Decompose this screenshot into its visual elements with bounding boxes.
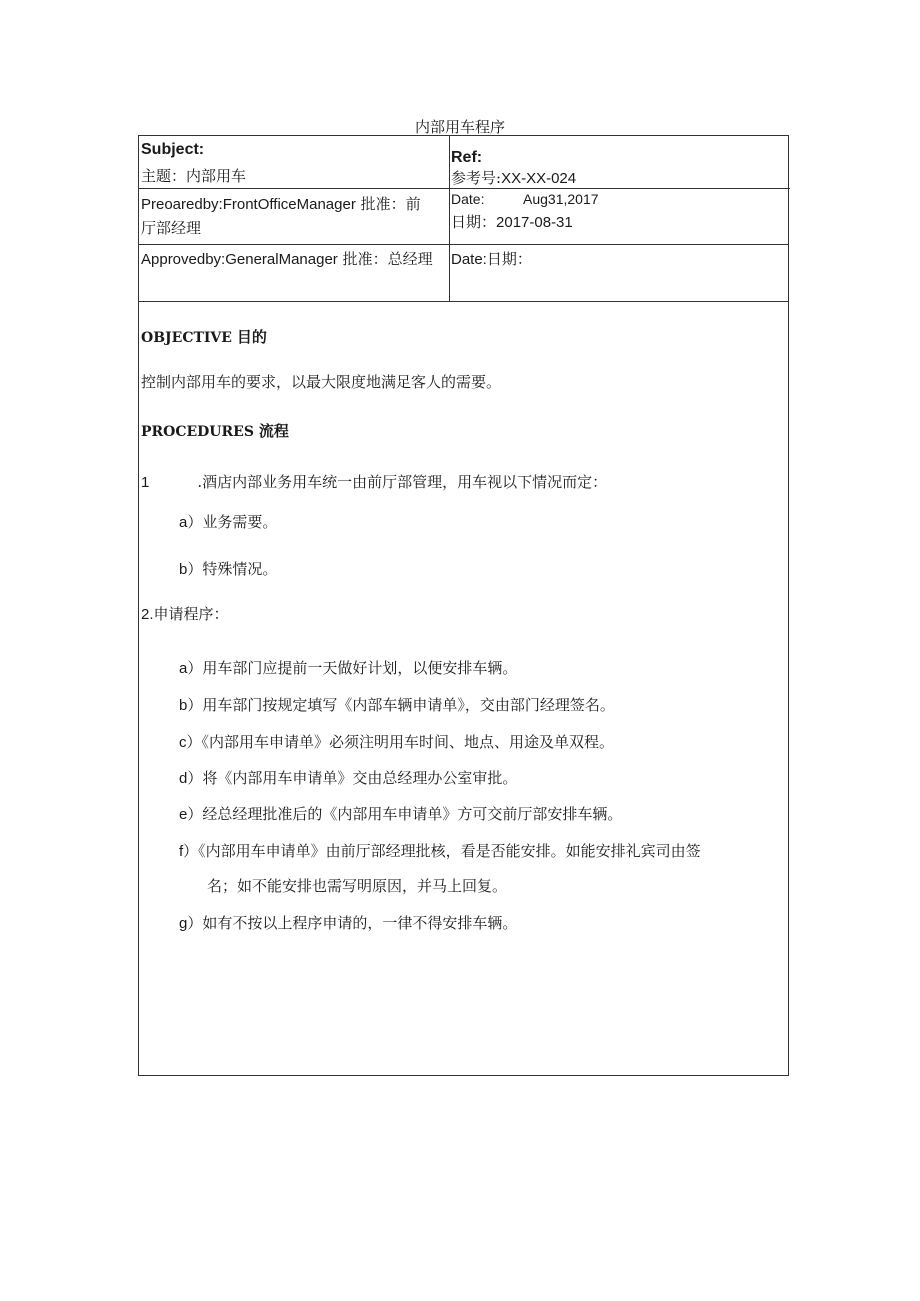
objective-heading: OBJECTIVE 目的 <box>141 328 267 346</box>
date-label: Date: <box>451 191 485 207</box>
procedure-item-2d: d）将《内部用车申请单》交由总经理办公室审批。 <box>179 769 518 787</box>
procedure-item-2b: b）用车部门按规定填写《内部车辆申请单》，交由部门经理签名。 <box>179 696 615 714</box>
subject-label: Subject: <box>141 141 205 158</box>
item-text: .酒店内部业务用车统一由前厅部管理，用车视以下情况而定： <box>197 473 608 491</box>
date-cn-value: 2017-08-31 <box>496 214 573 231</box>
procedure-item-2f-cont: 名；如不能安排也需写明原因，并马上回复。 <box>207 877 508 895</box>
ref-value-cn: 参考号: <box>451 169 502 187</box>
procedure-item-2: 2.申请程序： <box>141 605 229 623</box>
procedure-item-2e: e）经总经理批准后的《内部用车申请单》方可交前厅部安排车辆。 <box>179 805 623 823</box>
approved-date-label: Date: <box>451 251 487 268</box>
procedure-item-1a: a）业务需要。 <box>179 513 278 531</box>
header-divider-prepared <box>139 244 788 245</box>
procedures-heading: PROCEDURES 流程 <box>141 422 289 440</box>
prepared-by-cn-cont: 厅部经理 <box>141 219 202 237</box>
prepared-by-cn: 批准：前 <box>360 195 421 213</box>
prepared-by <box>141 192 421 217</box>
subject-value: 主题：内部用车 <box>141 167 247 185</box>
item-number: 1 <box>141 474 150 491</box>
date-cn <box>451 210 573 235</box>
ref-value-code: XX-XX-024 <box>501 170 577 187</box>
ref-label: Ref: <box>451 149 483 166</box>
procedure-frame <box>138 135 789 1076</box>
date-value: Aug31,2017 <box>523 191 599 207</box>
approved-by-en: Approvedby:GeneralManager <box>141 251 338 268</box>
approved-by <box>141 247 433 272</box>
procedure-item-2g: g）如有不按以上程序申请的，一律不得安排车辆。 <box>179 914 518 932</box>
procedure-item-2c: c）《内部用车申请单》必须注明用车时间、地点、用途及单双程。 <box>179 733 615 751</box>
approved-date-cn: 日期： <box>486 250 532 268</box>
header-divider-subject <box>139 188 449 189</box>
procedure-item-2a: a）用车部门应提前一天做好计划，以便安排车辆。 <box>179 659 518 677</box>
document-title: 内部用车程序 <box>414 118 505 136</box>
objective-text: 控制内部用车的要求，以最大限度地满足客人的需要。 <box>141 373 502 391</box>
approved-by-cn: 批准：总经理 <box>342 250 433 268</box>
header-divider-approved <box>139 301 788 302</box>
approved-date <box>451 247 532 272</box>
prepared-by-en: Preoaredby:FrontOfficeManager <box>141 196 356 213</box>
header-column-divider <box>449 136 450 302</box>
procedure-item-1b: b）特殊情况。 <box>179 560 278 578</box>
procedure-item-2f: f）《内部用车申请单》由前厅部经理批核，看是否能安排。如能安排礼宾司由签 <box>179 842 701 860</box>
procedure-item-1 <box>141 470 607 495</box>
date-cn-label: 日期： <box>451 213 497 231</box>
